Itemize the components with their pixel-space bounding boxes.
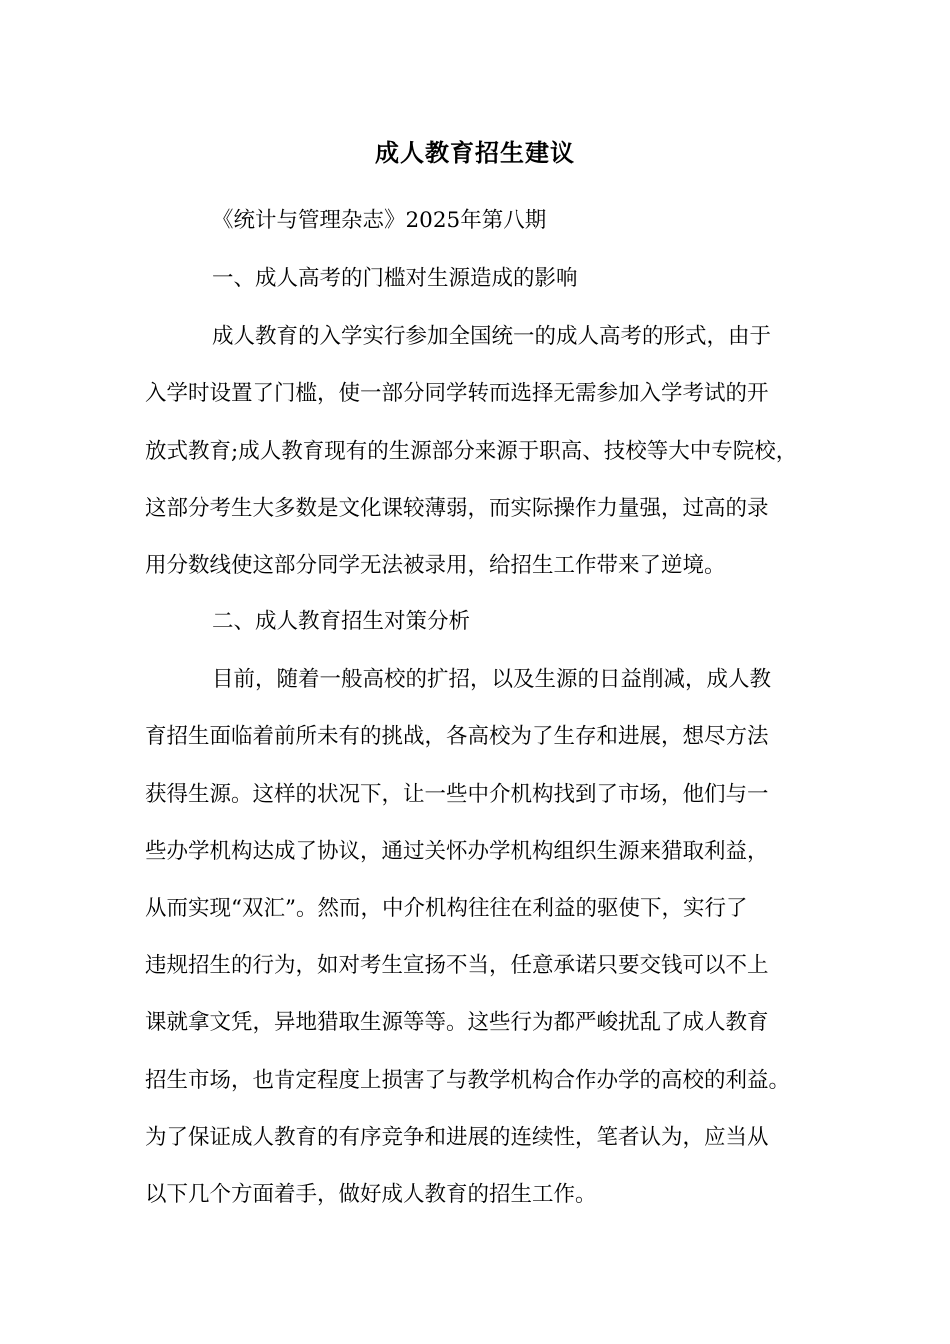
paragraph-2-line-2: 育招生面临着前所未有的挑战，各高校为了生存和进展，想尽方法	[145, 724, 769, 749]
paragraph-2-line-5: 从而实现“双汇”。然而，中介机构往往在利益的驱使下，实行了	[145, 896, 748, 921]
section-heading-2: 二、成人教育招生对策分析	[212, 609, 471, 634]
paragraph-2-line-8: 招生市场，也肯定程度上损害了与教学机构合作办学的高校的利益。	[145, 1068, 791, 1093]
paragraph-1-line-2: 入学时设置了门槛，使一部分同学转而选择无需参加入学考试的开	[145, 381, 769, 406]
paragraph-2-line-9: 为了保证成人教育的有序竞争和进展的连续性，笔者认为，应当从	[145, 1125, 769, 1150]
paragraph-1-line-3: 放式教育;成人教育现有的生源部分来源于职高、技校等大中专院校，	[145, 439, 798, 464]
paragraph-2-line-4: 些办学机构达成了协议，通过关怀办学机构组织生源来猎取利益，	[145, 839, 769, 864]
journal-source-line: 《统计与管理杂志》2025年第八期	[212, 208, 547, 233]
section-heading-1: 一、成人高考的门槛对生源造成的影响	[212, 266, 578, 291]
paragraph-2-line-6: 违规招生的行为，如对考生宣扬不当，任意承诺只要交钱可以不上	[145, 953, 769, 978]
paragraph-2-line-1: 目前，随着一般高校的扩招，以及生源的日益削减，成人教	[212, 667, 772, 692]
paragraph-1-line-4: 这部分考生大多数是文化课较薄弱，而实际操作力量强，过高的录	[145, 496, 769, 521]
paragraph-2-line-7: 课就拿文凭，异地猎取生源等等。这些行为都严峻扰乱了成人教育	[145, 1010, 769, 1035]
paragraph-1-line-5: 用分数线使这部分同学无法被录用，给招生工作带来了逆境。	[145, 553, 726, 578]
paragraph-2-line-3: 获得生源。这样的状况下，让一些中介机构找到了市场，他们与一	[145, 782, 769, 807]
paragraph-2-line-10: 以下几个方面着手，做好成人教育的招生工作。	[145, 1182, 597, 1207]
paragraph-1-line-1: 成人教育的入学实行参加全国统一的成人高考的形式，由于	[212, 324, 772, 349]
document-title: 成人教育招生建议	[375, 138, 575, 167]
